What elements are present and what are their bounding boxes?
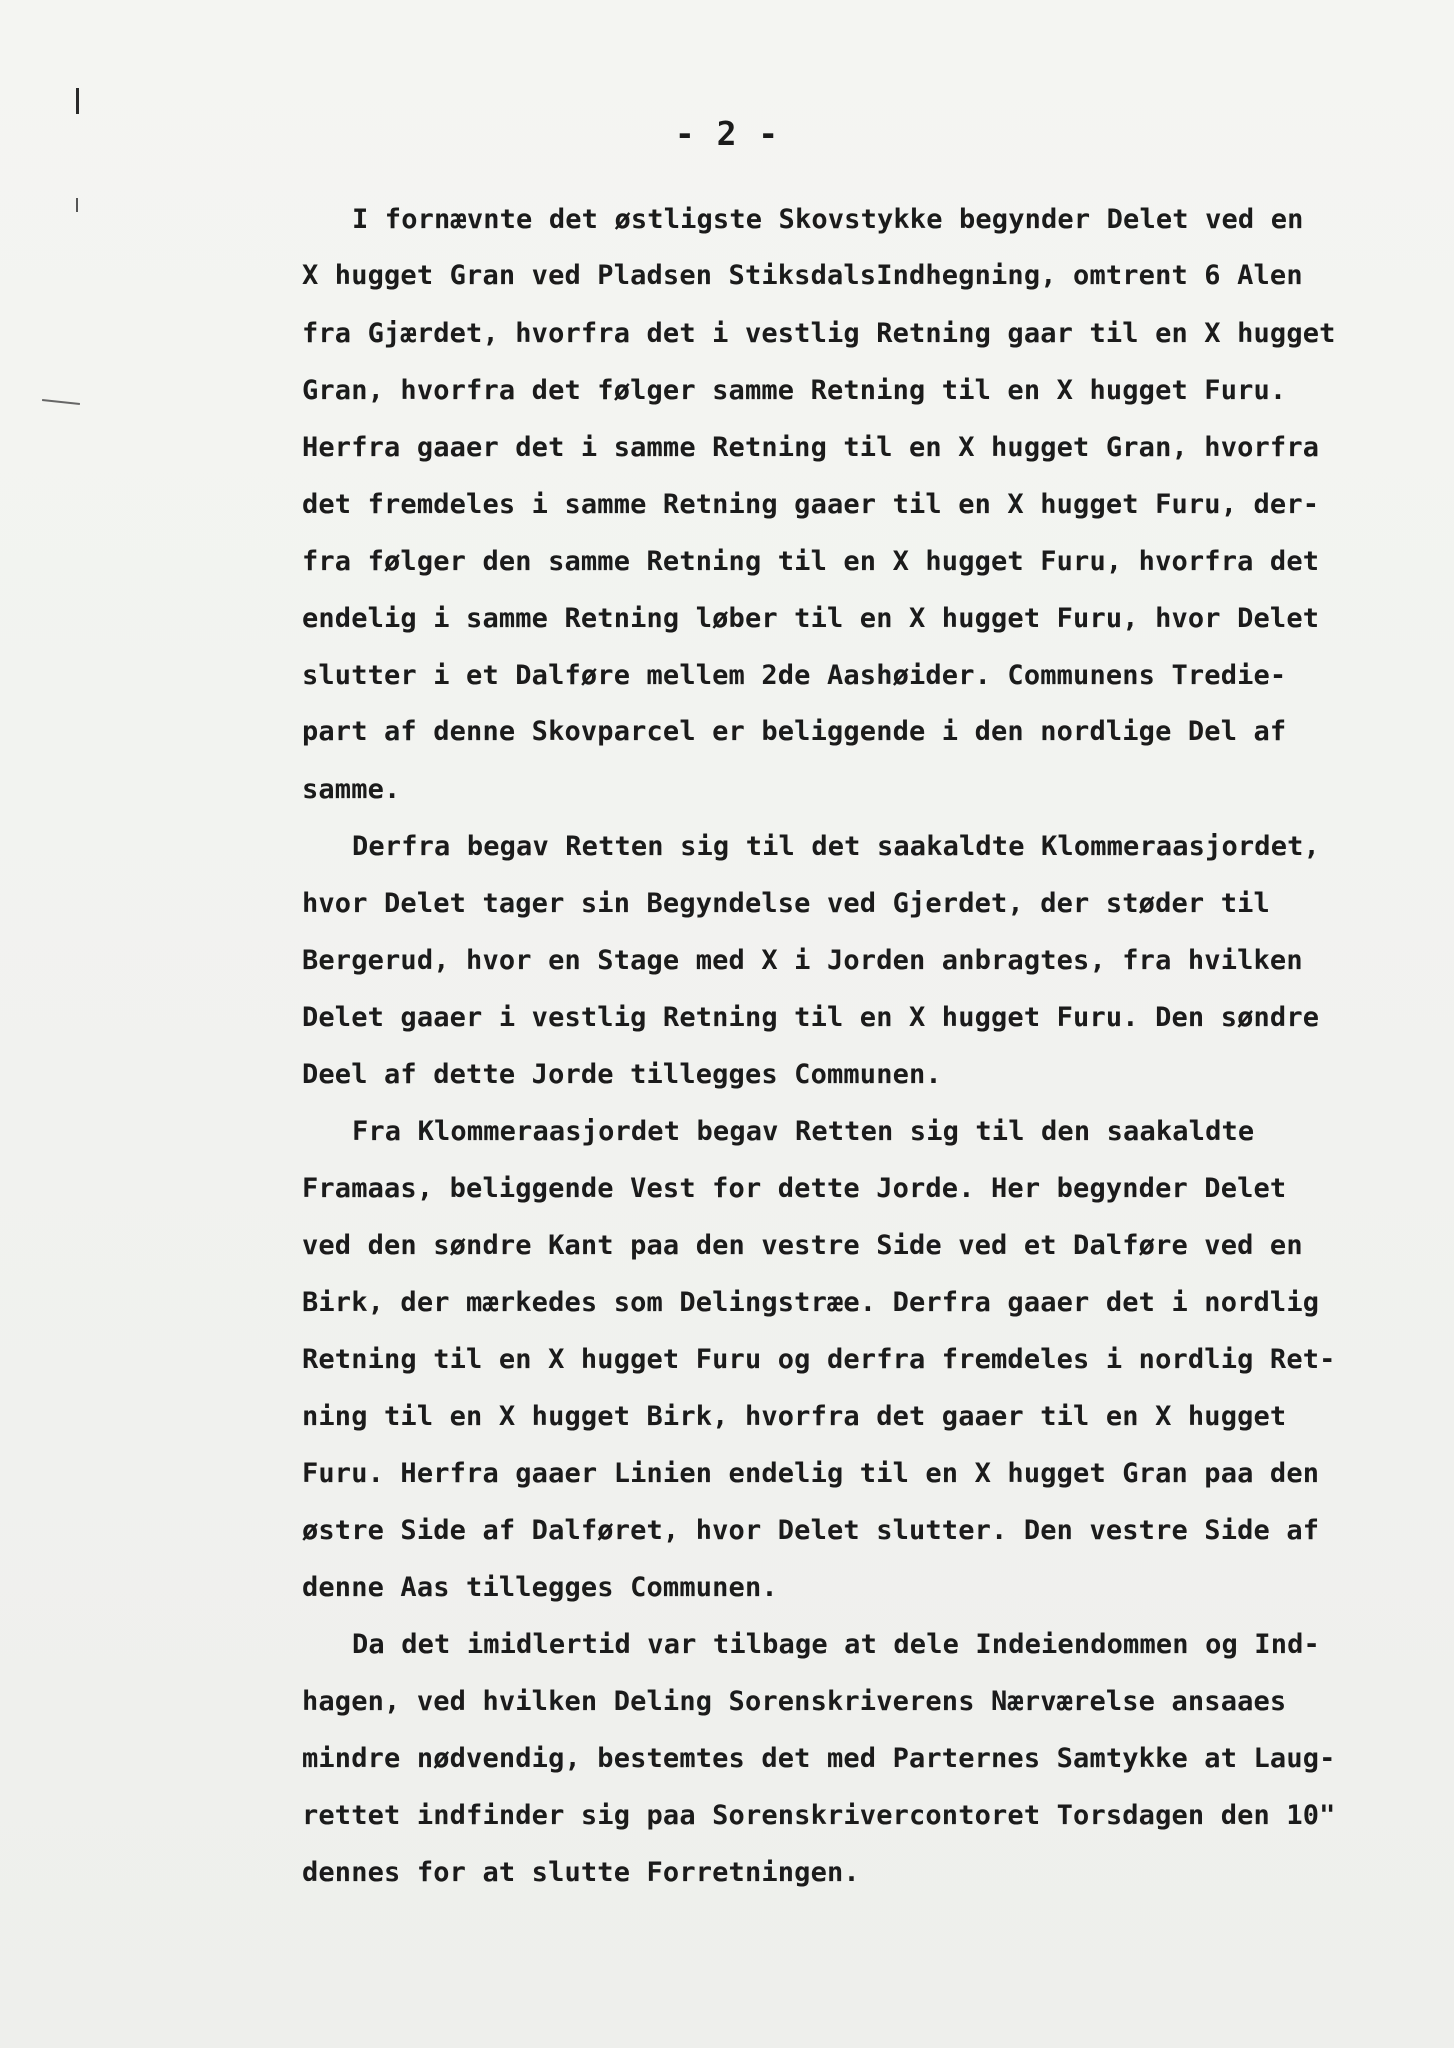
text-line: østre Side af Dalføret, hvor Delet slutter. Den vestre Side af (302, 1515, 1320, 1546)
text-line: fra Gjærdet, hvorfra det i vestlig Retning gaar til en X hugget (302, 318, 1336, 349)
text-line: Gran, hvorfra det følger samme Retning til en X hugget Furu. (302, 375, 1287, 406)
text-line: I fornævnte det østligste Skovstykke begynder Delet ved en (352, 204, 1304, 235)
text-line: X hugget Gran ved Pladsen StiksdalsIndhegning, omtrent 6 Alen (302, 260, 1303, 291)
text-line: Bergerud, hvor en Stage med X i Jorden anbragtes, fra hvilken (302, 945, 1303, 976)
margin-tick-mark (76, 88, 79, 114)
margin-tick-mark (76, 198, 78, 212)
text-line: hvor Delet tager sin Begyndelse ved Gjerdet, der støder til (302, 888, 1270, 919)
text-line: det fremdeles i samme Retning gaaer til en X hugget Furu, der- (302, 489, 1320, 520)
page-number: - 2 - (674, 114, 780, 153)
text-line: samme. (302, 774, 401, 805)
text-line: fra følger den samme Retning til en X hugget Furu, hvorfra det (302, 546, 1320, 577)
text-line: endelig i samme Retning løber til en X hugget Furu, hvor Delet (302, 603, 1320, 634)
text-line: hagen, ved hvilken Deling Sorenskriverens Nærværelse ansaaes (302, 1686, 1287, 1717)
text-line: Retning til en X hugget Furu og derfra fremdeles i nordlig Ret- (302, 1344, 1336, 1375)
text-line: dennes for at slutte Forretningen. (302, 1857, 860, 1888)
text-line: mindre nødvendig, bestemtes det med Parternes Samtykke at Laug- (302, 1743, 1336, 1774)
text-line: Framaas, beliggende Vest for dette Jorde. Her begynder Delet (302, 1173, 1287, 1204)
text-line: Da det imidlertid var tilbage at dele Indeiendommen og Ind- (352, 1629, 1320, 1660)
text-line: slutter i et Dalføre mellem 2de Aashøider. Communens Tredie- (302, 660, 1287, 691)
margin-dash-mark (42, 399, 80, 405)
text-line: ning til en X hugget Birk, hvorfra det gaaer til en X hugget (302, 1401, 1287, 1432)
text-line: Derfra begav Retten sig til det saakaldte Klommeraasjordet, (352, 831, 1320, 862)
text-line: Delet gaaer i vestlig Retning til en X hugget Furu. Den søndre (302, 1002, 1320, 1033)
text-line: Birk, der mærkedes som Delingstræe. Derfra gaaer det i nordlig (302, 1287, 1320, 1318)
text-line: part af denne Skovparcel er beliggende i den nordlige Del af (302, 716, 1287, 747)
text-line: Herfra gaaer det i samme Retning til en X hugget Gran, hvorfra (302, 432, 1320, 463)
text-line: Deel af dette Jorde tillegges Communen. (302, 1059, 942, 1090)
text-line: denne Aas tillegges Communen. (302, 1572, 778, 1603)
text-line: ved den søndre Kant paa den vestre Side ved et Dalføre ved en (302, 1230, 1303, 1261)
text-line: rettet indfinder sig paa Sorenskrivercontoret Torsdagen den 10" (302, 1800, 1336, 1831)
text-line: Furu. Herfra gaaer Linien endelig til en X hugget Gran paa den (302, 1458, 1320, 1489)
text-line: Fra Klommeraasjordet begav Retten sig til den saakaldte (352, 1116, 1255, 1147)
